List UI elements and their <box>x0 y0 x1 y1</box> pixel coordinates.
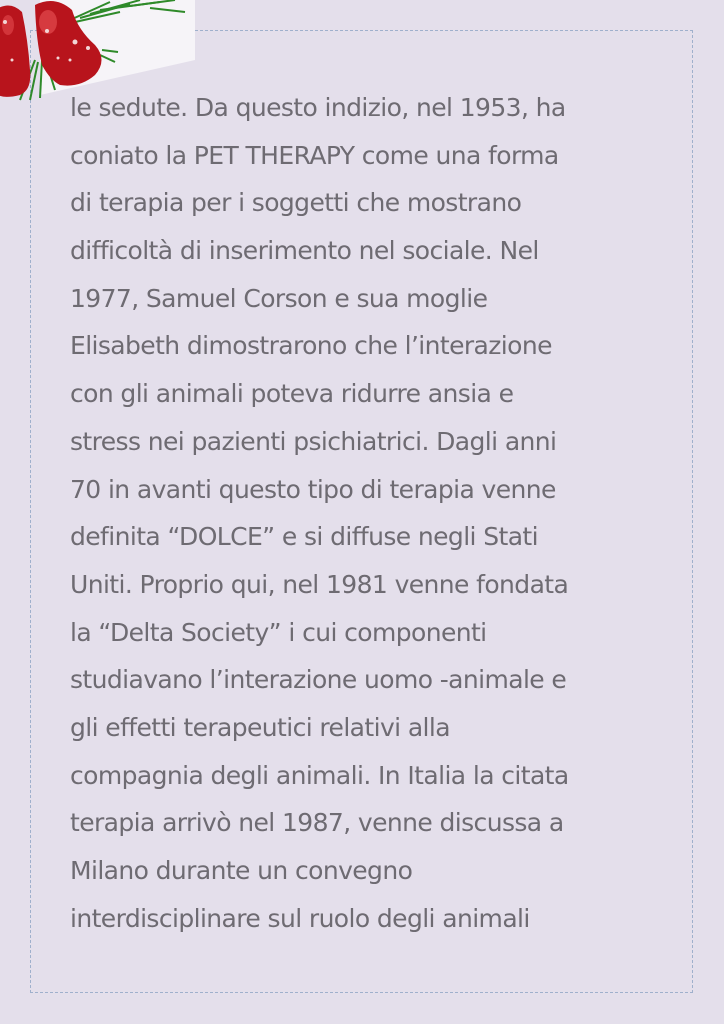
text-line: difficoltà di inserimento nel sociale. Nel <box>70 236 539 266</box>
text-line: Uniti. Proprio qui, nel 1981 venne fondata <box>70 569 569 599</box>
text-line: la “Delta Society” i cui componenti <box>70 617 487 647</box>
text-line: terapia arrivò nel 1987, venne discussa a <box>70 808 564 838</box>
text-line: con gli animali poteva ridurre ansia e <box>70 379 514 409</box>
document-body-text <box>70 84 655 942</box>
text-line: compagnia degli animali. In Italia la citata <box>70 760 569 790</box>
text-line: gli effetti terapeutici relativi alla <box>70 712 450 742</box>
text-line: coniato la PET THERAPY come una forma <box>70 140 559 170</box>
text-line: stress nei pazienti psichiatrici. Dagli anni <box>70 426 557 456</box>
text-line: definita “DOLCE” e si diffuse negli Stati <box>70 522 538 552</box>
text-line: 1977, Samuel Corson e sua moglie <box>70 283 488 313</box>
text-line: 70 in avanti questo tipo di terapia venne <box>70 474 556 504</box>
text-line: Elisabeth dimostrarono che l’interazione <box>70 331 552 361</box>
text-line: le sedute. Da questo indizio, nel 1953, ha <box>70 93 566 122</box>
text-line: Milano durante un convegno <box>70 856 413 885</box>
text-line: interdisciplinare sul ruolo degli animali <box>70 903 530 933</box>
text-line: studiavano l’interazione uomo -animale e <box>70 665 567 695</box>
text-line: di terapia per i soggetti che mostrano <box>70 188 522 218</box>
